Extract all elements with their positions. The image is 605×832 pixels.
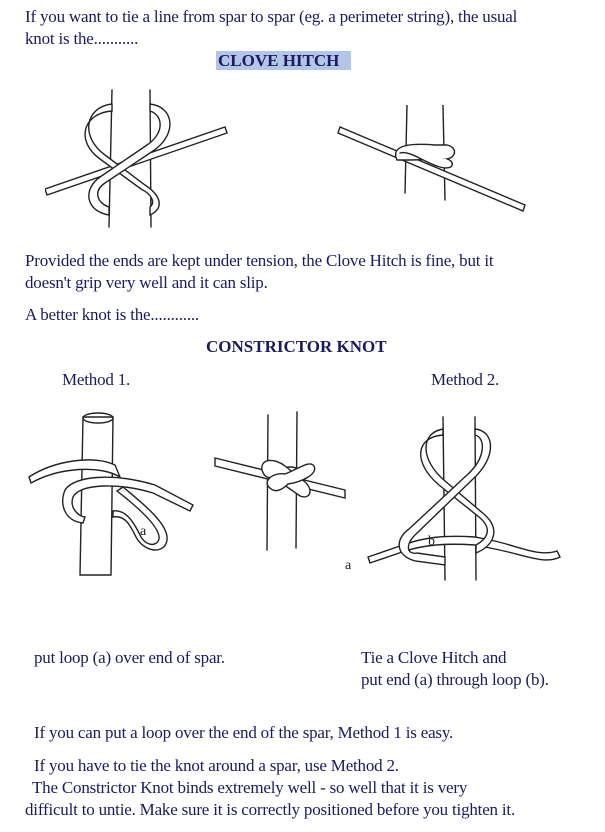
method-2-caption-line-2: put end (a) through loop (b). (361, 670, 549, 689)
method-2-loop-label-b: b (428, 534, 435, 549)
summary-paragraph-2-line-1: If you have to tie the knot around a spar, use Method 2. (34, 756, 399, 775)
method-1-label: Method 1. (62, 370, 131, 389)
summary-paragraph-2-line-3: difficult to untie. Make sure it is correctly positioned before you tighten it. (25, 800, 515, 819)
clove-hitch-loose-illustration (45, 85, 285, 235)
constrictor-method-1-illustration (25, 405, 215, 585)
clove-hitch-title-text: CLOVE HITCH (216, 51, 351, 70)
clove-hitch-tight-illustration (335, 105, 535, 225)
method-2-label: Method 2. (431, 370, 500, 389)
constrictor-method-2-illustration (335, 405, 565, 585)
constrictor-tight-illustration (210, 410, 350, 560)
clove-note-line-2: doesn't grip very well and it can slip. (25, 273, 268, 292)
summary-paragraph-1: If you can put a loop over the end of the spar, Method 1 is easy. (34, 723, 454, 742)
method-1-caption: put loop (a) over end of spar. (34, 648, 225, 667)
method-1-loop-label-a: a (140, 524, 147, 539)
summary-paragraph-2-line-2: The Constrictor Knot binds extremely well - so well that it is very (32, 778, 468, 797)
better-knot-text: A better knot is the............ (25, 305, 199, 324)
intro-line-2: knot is the........... (25, 29, 139, 48)
method-2-caption-line-1: Tie a Clove Hitch and (361, 648, 507, 667)
clove-note-line-1: Provided the ends are kept under tension, the Clove Hitch is fine, but it (25, 251, 494, 270)
method-2-end-label-a: a (345, 558, 352, 573)
clove-hitch-title (216, 50, 351, 72)
constrictor-knot-title: CONSTRICTOR KNOT (206, 337, 387, 356)
intro-line-1: If you want to tie a line from spar to spar (eg. a perimeter string), the usual (25, 7, 518, 26)
